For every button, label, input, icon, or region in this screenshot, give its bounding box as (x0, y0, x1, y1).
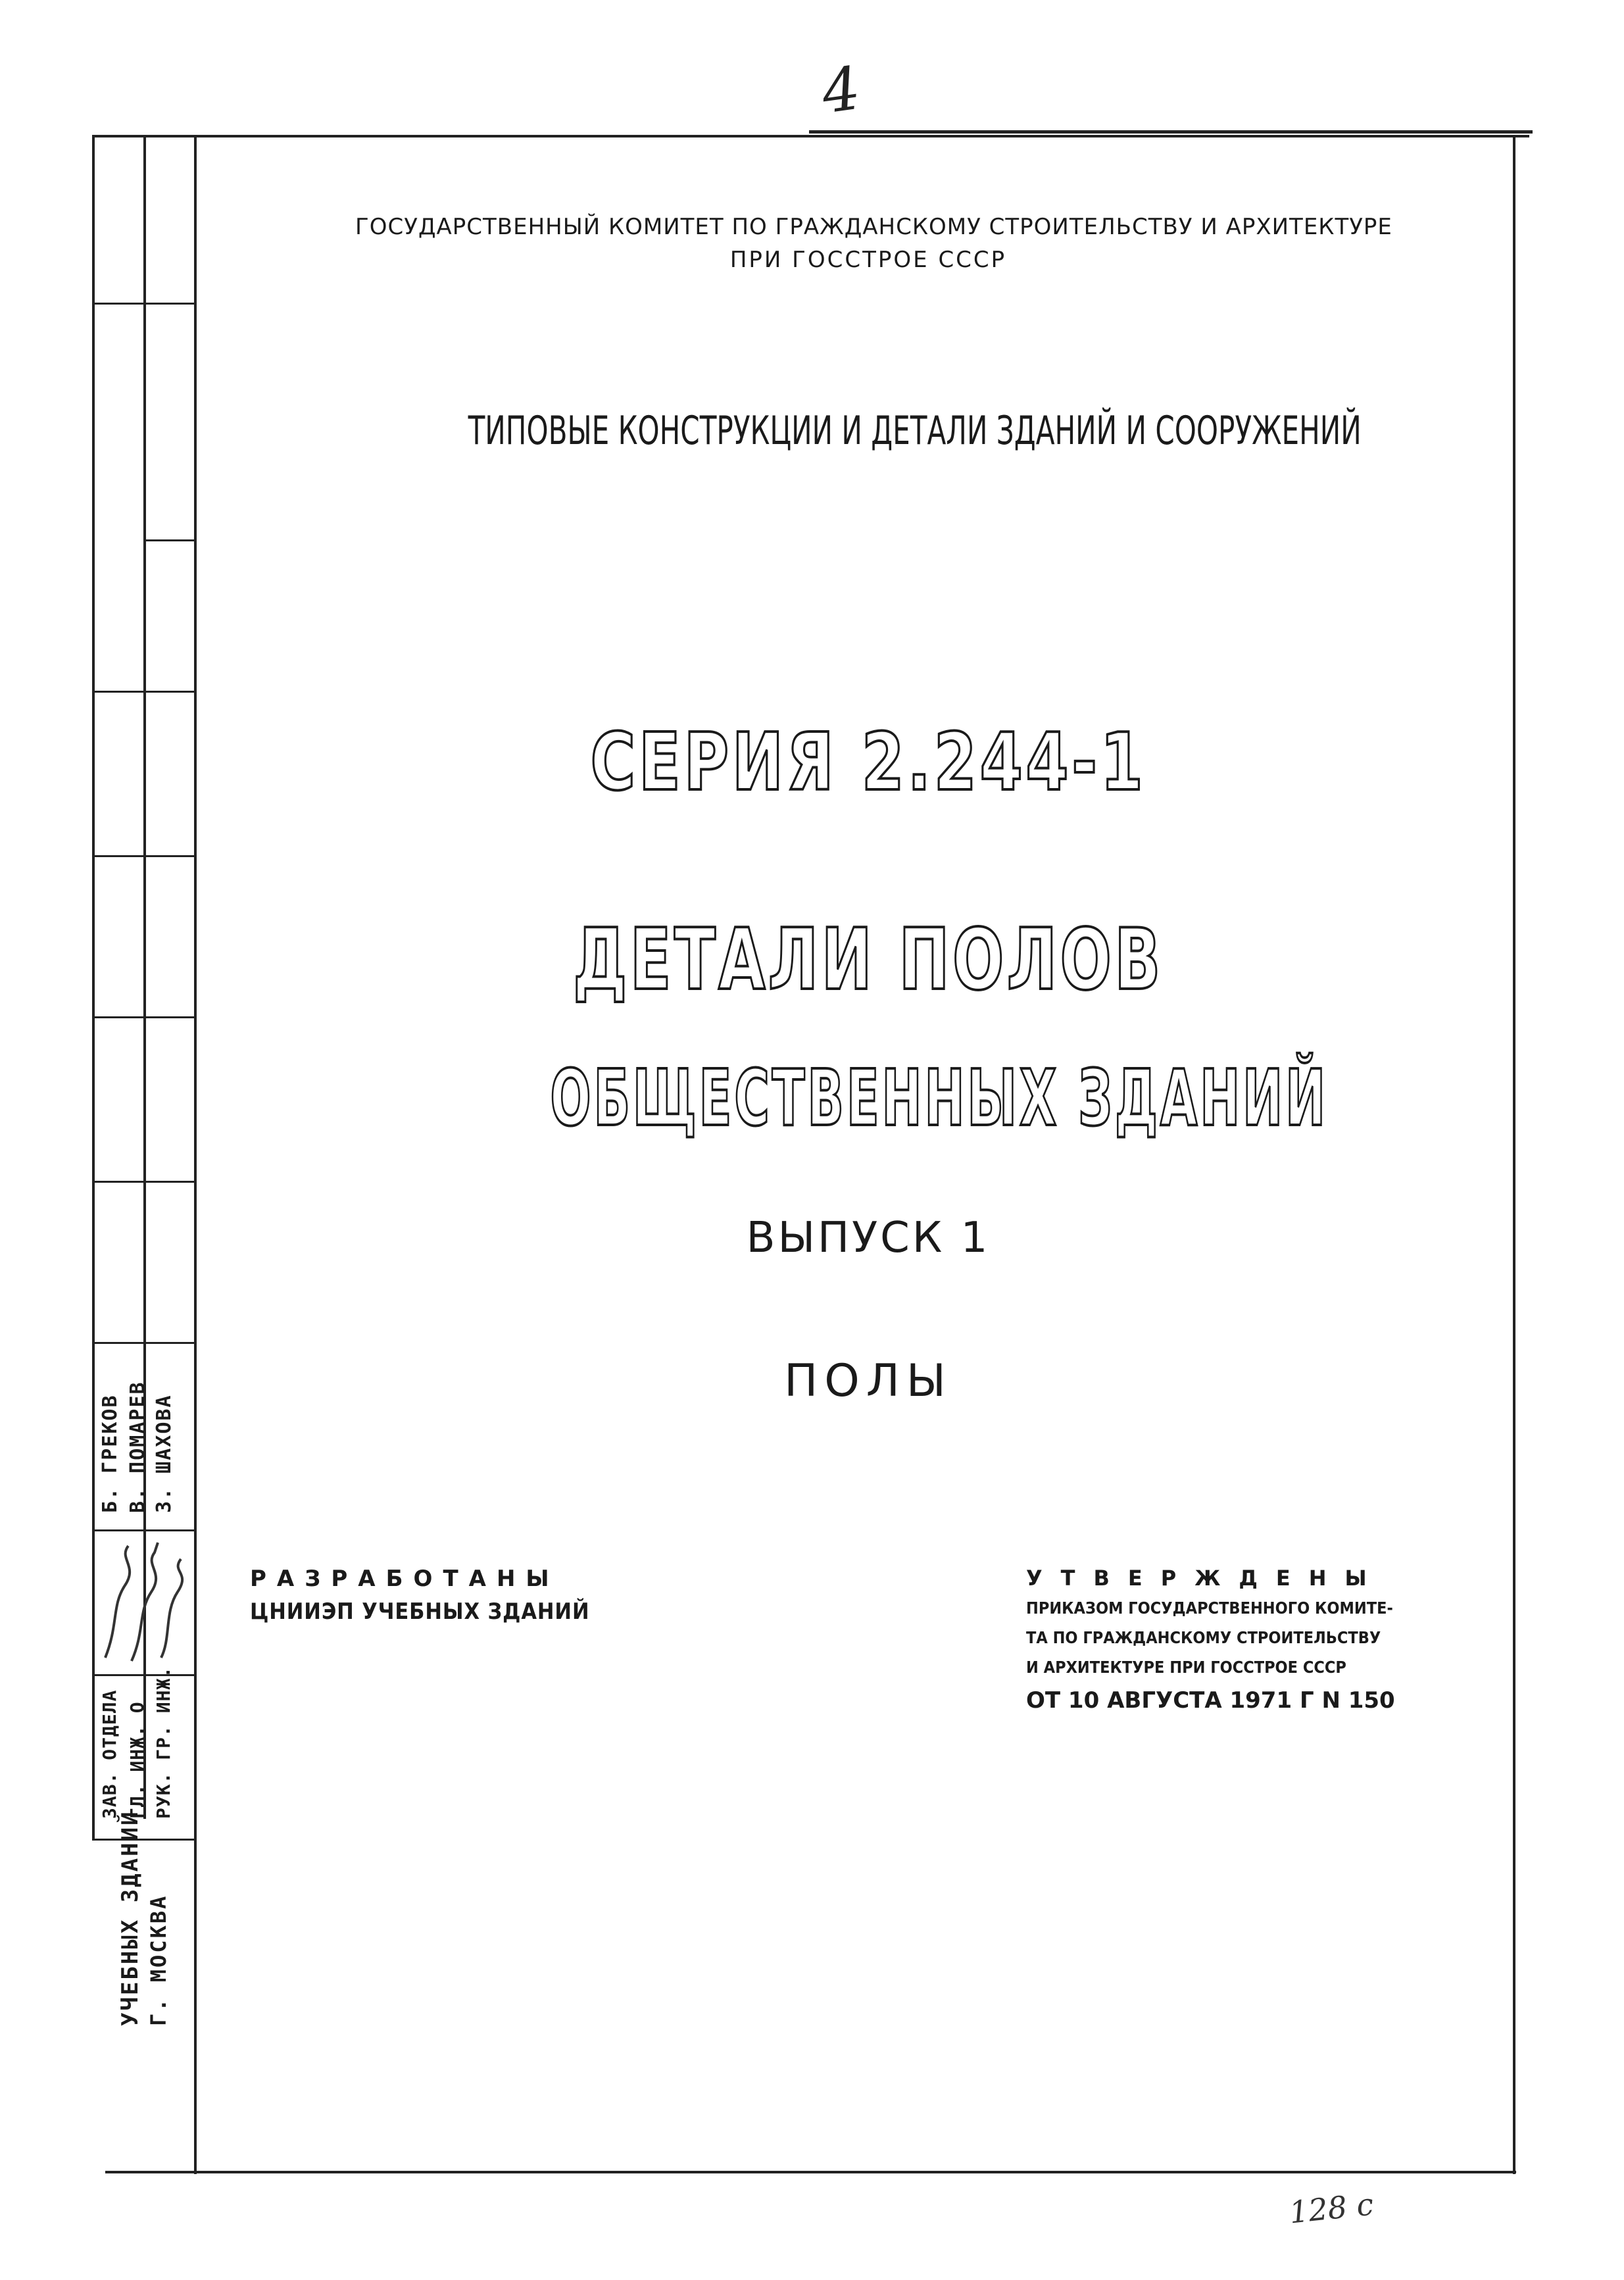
document-title-line1: ДЕТАЛИ ПОЛОВ (573, 911, 1164, 1009)
stamp-divider (92, 1839, 196, 1841)
series-title: ТИПОВЫЕ КОНСТРУКЦИИ И ДЕТАЛИ ЗДАНИЙ И СООРУЖЕНИЙ (468, 408, 1362, 454)
stamp-divider (92, 855, 196, 857)
stamp-column-line-lower (92, 1181, 95, 1839)
stamp-role: ЗАВ. ОТДЕЛА (99, 1689, 120, 1819)
stamp-divider (92, 1529, 196, 1531)
stamp-org-line1: УЧЕБНЫХ ЗДАНИЙ (117, 1810, 143, 2026)
frame-bottom-border (105, 2171, 1516, 2173)
approved-text-line: ТА ПО ГРАЖДАНСКОМУ СТРОИТЕЛЬСТВУ (1026, 1628, 1381, 1647)
stamp-divider (143, 539, 196, 541)
frame-top-border (92, 135, 1529, 137)
stamp-name: Б. ГРЕКОВ (99, 1394, 122, 1513)
stamp-divider (92, 1181, 196, 1183)
stamp-divider (92, 303, 196, 305)
org-name-line2: ПРИ ГОССТРОЕ СССР (729, 247, 1007, 273)
document-subject: ПОЛЫ (784, 1355, 952, 1407)
approved-label: УТВЕРЖДЕНЫ (1026, 1566, 1385, 1591)
stamp-role: ГЛ. ИНЖ. О (126, 1701, 148, 1819)
stamp-divider (92, 1674, 196, 1676)
signatures (99, 1533, 191, 1671)
page-number: 4 (817, 53, 865, 128)
approved-date: ОТ 10 АВГУСТА 1971 Г N 150 (1026, 1687, 1395, 1714)
frame-right-border (1513, 135, 1515, 2174)
developed-label: РАЗРАБОТАНЫ (250, 1566, 560, 1592)
approved-text-line: И АРХИТЕКТУРЕ ПРИ ГОССТРОЕ СССР (1026, 1658, 1346, 1677)
page-number-underline (809, 130, 1533, 134)
bottom-note: 128 с (1287, 2186, 1375, 2231)
approved-text-line: ПРИКАЗОМ ГОСУДАРСТВЕННОГО КОМИТЕ- (1026, 1598, 1393, 1618)
stamp-name: В. ПОМАРЕВ (126, 1381, 149, 1513)
developer-org: ЦНИИЭП УЧЕБНЫХ ЗДАНИЙ (250, 1598, 590, 1625)
series-number: СЕРИЯ 2.244-1 (590, 717, 1146, 808)
issue-number: ВЫПУСК 1 (746, 1214, 991, 1262)
stamp-name: З. ШАХОВА (153, 1394, 176, 1513)
stamp-divider (92, 1342, 196, 1344)
stamp-org-line2: Г. МОСКВА (146, 1894, 171, 2026)
frame-left-border (194, 135, 197, 2174)
org-name-line1: ГОСУДАРСТВЕННЫЙ КОМИТЕТ ПО ГРАЖДАНСКОМУ СТРОИТЕЛЬСТВУ И АРХИТЕКТУРЕ (355, 214, 1392, 240)
stamp-column-line-outer (92, 135, 95, 1181)
stamp-divider (92, 1016, 196, 1018)
stamp-role: РУК. ГР. ИНЖ. (153, 1666, 174, 1819)
stamp-divider (92, 691, 196, 693)
document-title-line2: ОБЩЕСТВЕННЫХ ЗДАНИЙ (550, 1053, 1328, 1143)
